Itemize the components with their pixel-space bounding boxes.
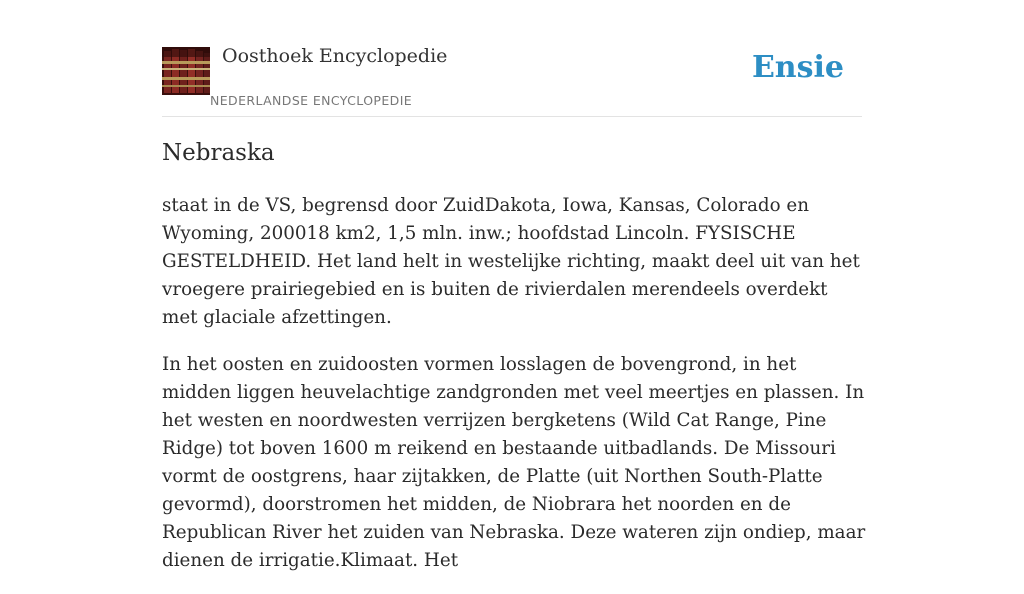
ensie-logo[interactable]: Ensie [751, 50, 844, 85]
encyclopedia-books-icon[interactable] [162, 47, 210, 95]
site-subtitle: NEDERLANDSE ENCYCLOPEDIE [210, 93, 413, 108]
article-paragraph: In het oosten en zuidoosten vormen losslagen de bovengrond, in het midden liggen heuvelachtige zandgronden met veel meertjes en plassen. In het westen en noordwesten verrijzen bergketens (Wild Cat Range, Pine Ridge) tot boven 1600 m reikend en bestaande uitbadlands. De Missouri vormt de oostgrens, haar zijtakken, de Platte (uit Northen South-Platte gevormd), doorstromen het midden, de Niobrara het noorden en de Republican River het zuiden van Nebraska. Deze wateren zijn ondiep, maar dienen de irrigatie.Klimaat. Het [162, 354, 866, 571]
article-body [162, 192, 867, 594]
page-container [162, 0, 866, 571]
site-title[interactable]: Oosthoek Encyclopedie [222, 45, 448, 67]
article-title: Nebraska [162, 140, 275, 166]
site-header [162, 0, 862, 117]
article-paragraph: staat in de VS, begrensd door ZuidDakota, Iowa, Kansas, Colorado en Wyoming, 200018 km2, 1,5 mln. inw.; hoofdstad Lincoln. FYSISCHE GESTELDHEID. Het land helt in westelijke richting, maakt deel uit van het vroegere prairiegebied en is buiten de rivierdalen merendeels overdekt met glaciale afzettingen. [162, 195, 860, 328]
